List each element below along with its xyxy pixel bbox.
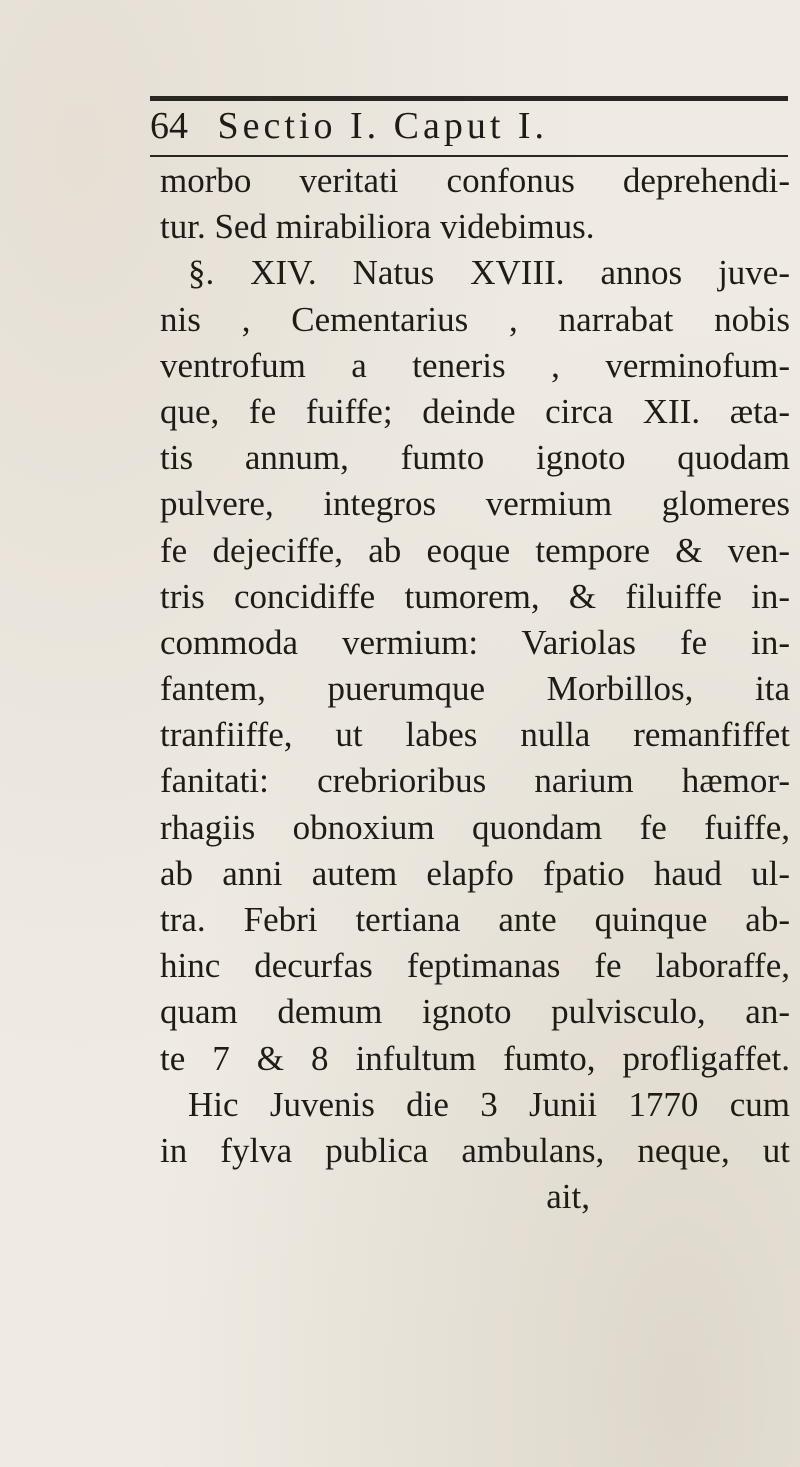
text-line: ab anni autem elapfo fpatio haud ul-: [160, 853, 790, 893]
text-line: commoda vermium: Variolas fe in-: [160, 622, 790, 662]
text-line: fantem, puerumque Morbillos, ita: [160, 669, 790, 709]
text-line: hinc decurfas feptimanas fe laboraffe,: [160, 946, 790, 986]
header-bottom-rule: [150, 155, 788, 157]
text-line: que, fe fuiffe; deinde circa XII. æta-: [160, 391, 790, 431]
text-line: te 7 & 8 infultum fumto, profligaffet.: [160, 1038, 790, 1078]
text-line: rhagiis obnoxium quondam fe fuiffe,: [160, 807, 790, 847]
text-line: pulvere, integros vermium glomeres: [160, 484, 790, 524]
catchword: ait,: [546, 1177, 590, 1217]
text-line: ventrofum a teneris , verminofum-: [160, 345, 790, 385]
text-line: tis annum, fumto ignoto quodam: [160, 438, 790, 478]
text-line: nis , Cementarius , narrabat nobis: [160, 299, 790, 339]
text-line: Hic Juvenis die 3 Junii 1770 cum: [188, 1084, 790, 1124]
header-top-rule: [150, 96, 788, 101]
text-line: fe dejeciffe, ab eoque tempore & ven-: [160, 530, 790, 570]
page-number: 64: [150, 105, 188, 147]
text-line: morbo veritati confonus deprehendi-: [160, 161, 790, 200]
running-head: [150, 104, 790, 148]
text-line: tranfiiffe, ut labes nulla remanfiffet: [160, 715, 790, 755]
text-line: §. XIV. Natus XVIII. annos juve-: [188, 253, 790, 293]
section-title: Sectio I. Caput I.: [217, 105, 549, 147]
text-line: in fylva publica ambulans, neque, ut: [160, 1130, 790, 1170]
text-line: fanitati: crebrioribus narium hæmor-: [160, 761, 790, 801]
text-line: tris concidiffe tumorem, & filuiffe in-: [160, 576, 790, 616]
body-text: [160, 158, 790, 1220]
text-line: tra. Febri tertiana ante quinque ab-: [160, 900, 790, 939]
text-line: quam demum ignoto pulvisculo, an-: [160, 992, 790, 1032]
text-line: tur. Sed mirabiliora videbimus.: [160, 207, 595, 247]
